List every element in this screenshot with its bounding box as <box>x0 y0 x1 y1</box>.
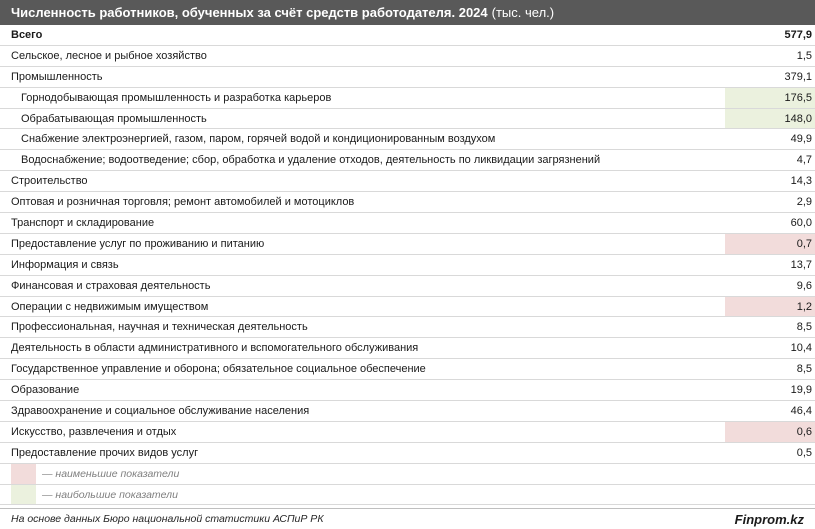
table-row <box>0 317 815 338</box>
row-value: 8,5 <box>796 363 812 376</box>
row-label: Промышленность <box>11 70 103 83</box>
row-label: Предоставление прочих видов услуг <box>11 446 199 459</box>
table-unit: (тыс. чел.) <box>491 5 555 20</box>
row-label: Предоставление услуг по проживанию и питанию <box>11 237 265 250</box>
row-label: Финансовая и страховая деятельность <box>11 279 211 292</box>
row-label: Водоснабжение; водоотведение; сбор, обработка и удаление отходов, деятельность по ликвидации загрязнений <box>21 154 601 167</box>
row-label: Снабжение электроэнергией, газом, паром, горячей водой и кондиционированным воздухом <box>21 133 496 146</box>
table-row <box>0 422 815 443</box>
table-row <box>0 234 815 255</box>
table-row <box>0 46 815 67</box>
table-row <box>0 297 815 318</box>
row-value: 8,5 <box>796 321 812 334</box>
row-value: 14,3 <box>790 175 812 188</box>
table-row <box>0 359 815 380</box>
row-value: 4,7 <box>796 154 812 167</box>
row-label: Оптовая и розничная торговля; ремонт автомобилей и мотоциклов <box>11 196 355 209</box>
row-value-min-highlight: 1,2 <box>725 297 815 317</box>
table-row <box>0 255 815 276</box>
table-row <box>0 150 815 171</box>
legend-min-swatch <box>11 464 36 484</box>
table-title: Численность работников, обученных за счёт средств работодателя. 2024 <box>11 5 488 20</box>
legend-max-label: — наибольшие показатели <box>42 488 178 501</box>
total-row <box>0 25 815 46</box>
row-value: 10,4 <box>790 342 812 355</box>
row-value: 0,5 <box>796 446 812 459</box>
row-label: Государственное управление и оборона; обязательное социальное обеспечение <box>11 363 426 376</box>
row-label: Образование <box>11 384 80 397</box>
row-label: Профессиональная, научная и техническая деятельность <box>11 321 308 334</box>
row-value-min-highlight: 0,7 <box>725 234 815 254</box>
footer <box>0 508 815 529</box>
row-value: 49,9 <box>790 133 812 146</box>
row-value: 9,6 <box>796 279 812 292</box>
row-value-min-highlight: 0,6 <box>725 422 815 442</box>
table-row <box>0 67 815 88</box>
row-value: 2,9 <box>796 196 812 209</box>
row-value: 60,0 <box>790 216 812 229</box>
row-label: Сельское, лесное и рыбное хозяйство <box>11 49 207 62</box>
row-value: 46,4 <box>790 404 812 417</box>
table-row <box>0 129 815 150</box>
table-row <box>0 88 815 109</box>
table-row <box>0 338 815 359</box>
brand-logo-text[interactable]: Finprom.kz <box>734 511 804 527</box>
legend-min-label: — наименьшие показатели <box>42 467 180 480</box>
row-label: Здравоохранение и социальное обслуживание населения <box>11 404 310 417</box>
legend-max-swatch <box>11 485 36 505</box>
row-label: Деятельность в области административного и вспомогательного обслуживания <box>11 342 419 355</box>
table-row <box>0 109 815 130</box>
row-label: Горнодобывающая промышленность и разработка карьеров <box>21 91 332 104</box>
row-value: 13,7 <box>790 258 812 271</box>
row-value: 1,5 <box>796 49 812 62</box>
table-row <box>0 401 815 422</box>
table-row <box>0 380 815 401</box>
row-label: Искусство, развлечения и отдых <box>11 425 177 438</box>
row-value: 577,9 <box>784 28 812 41</box>
table-row <box>0 171 815 192</box>
row-label: Операции с недвижимым имуществом <box>11 300 209 313</box>
row-value: 19,9 <box>790 384 812 397</box>
legend-max-row <box>0 485 815 506</box>
row-value-max-highlight: 148,0 <box>725 109 815 129</box>
data-table <box>0 25 815 505</box>
row-label: Всего <box>11 28 43 41</box>
table-row <box>0 443 815 464</box>
table-row <box>0 276 815 297</box>
source-note: На основе данных Бюро национальной статистики АСПиР РК <box>11 513 324 525</box>
row-label: Строительство <box>11 175 88 188</box>
title-bar <box>0 0 815 25</box>
row-value-max-highlight: 176,5 <box>725 88 815 108</box>
table-row <box>0 192 815 213</box>
legend-min-row <box>0 464 815 485</box>
row-label: Обрабатывающая промышленность <box>21 112 207 125</box>
row-value: 379,1 <box>784 70 812 83</box>
row-label: Транспорт и складирование <box>11 216 155 229</box>
table-row <box>0 213 815 234</box>
row-label: Информация и связь <box>11 258 119 271</box>
